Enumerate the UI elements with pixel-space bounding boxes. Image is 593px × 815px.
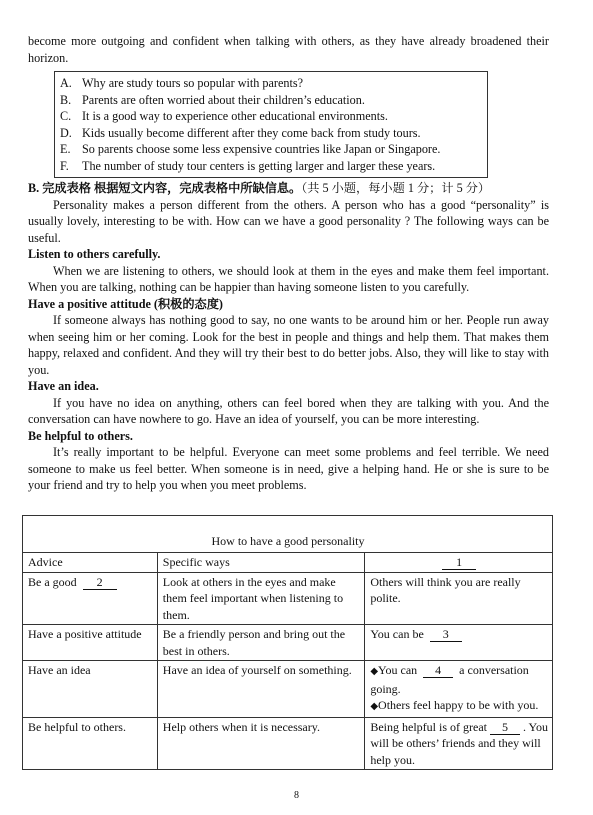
intro-tail-paragraph: become more outgoing and confident when talking with others, as they have already broadened their horizon. bbox=[28, 34, 549, 65]
option-e: E. So parents choose some less expensive countries like Japan or Singapore. bbox=[60, 142, 441, 156]
row3-result-line-1: ◆You can 4 a conversation going. bbox=[370, 663, 529, 696]
option-b: B. Parents are often worried about their children’s education. bbox=[60, 92, 365, 107]
section-heading-attitude: Have a positive attitude (积极的态度) bbox=[28, 296, 223, 311]
blank-3[interactable]: 3 bbox=[430, 627, 462, 642]
section-b-heading: B. 完成表格 根据短文内容，完成表格中所缺信息。（共 5 小题，每小题 1 分；计 5 分） bbox=[28, 181, 491, 195]
table-row bbox=[23, 717, 553, 770]
blank-2[interactable]: 2 bbox=[83, 575, 117, 590]
option-d: D. Kids usually become different after they come back from study tours. bbox=[60, 125, 421, 140]
option-c: C. It is a good way to experience other educational environments. bbox=[60, 109, 388, 123]
row2-ways: Be a friendly person and bring out the best in others. bbox=[157, 625, 365, 661]
options-box bbox=[54, 71, 488, 178]
table-row bbox=[23, 661, 553, 718]
row1-advice: Be a good 2 bbox=[23, 572, 158, 625]
section-heading-helpful: Be helpful to others. bbox=[28, 428, 133, 443]
section-heading-listen: Listen to others carefully. bbox=[28, 247, 161, 261]
row3-advice: Have an idea bbox=[23, 661, 158, 718]
row1-ways: Look at others in the eyes and make them feel important when listening to them. bbox=[157, 572, 365, 625]
document-body bbox=[28, 33, 549, 494]
row4-advice: Be helpful to others. bbox=[23, 717, 158, 770]
option-a: A. Why are study tours so popular with parents? bbox=[60, 76, 304, 90]
row1-result: Others will think you are really polite. bbox=[365, 572, 553, 625]
diamond-bullet-icon: ◆ bbox=[370, 666, 379, 677]
table-title: How to have a good personality bbox=[23, 516, 553, 553]
answer-table bbox=[22, 515, 553, 770]
diamond-bullet-icon: ◆ bbox=[370, 701, 379, 712]
header-blank-1[interactable]: 1 bbox=[365, 553, 553, 573]
row3-result-line-2: ◆Others feel happy to be with you. bbox=[370, 698, 539, 712]
table-header-row bbox=[23, 553, 553, 573]
blank-5[interactable]: 5 bbox=[490, 720, 520, 735]
section-body-attitude: If someone always has nothing good to say, no one wants to be around him or her. People run away when seeing him or her coming. Look for the best in people and things and help them. That makes them happy, relaxed and confident. And they will try their best to do better jobs. Also, they will like to stay with you. bbox=[28, 313, 549, 377]
header-ways: Specific ways bbox=[157, 553, 365, 573]
blank-4[interactable]: 4 bbox=[423, 663, 453, 678]
section-body-listen: When we are listening to others, we should look at them in the eyes and make them feel important. When you are talking, nothing can be happier than having someone listen to you carefully. bbox=[28, 263, 549, 294]
header-advice: Advice bbox=[23, 553, 158, 573]
table-row bbox=[23, 572, 553, 625]
row3-ways: Have an idea of yourself on something. bbox=[157, 661, 365, 718]
page-number: 8 bbox=[294, 790, 299, 801]
row2-result: You can be 3 bbox=[365, 625, 553, 661]
row2-advice: Have a positive attitude bbox=[23, 625, 158, 661]
section-heading-idea: Have an idea. bbox=[28, 379, 99, 393]
table-title-row bbox=[23, 516, 553, 553]
option-f: F. The number of study tour centers is getting larger and larger these years. bbox=[60, 158, 436, 173]
row3-result bbox=[365, 661, 553, 718]
section-body-idea: If you have no idea on anything, others can feel bored when they are talking with you. And the conversation can have nowhere to go. Have an idea of yourself, you can be more interesting. bbox=[28, 395, 549, 426]
passage-intro: Personality makes a person different from the others. A person who has a good “personality” is usually lovely, interesting to be with. How can we have a good personality ? The following ways can be useful. bbox=[28, 197, 549, 245]
section-body-helpful: It’s really important to be helpful. Everyone can meet some problems and feel terrible. We need someone to make us feel better. When someone is in need, give a helping hand. He or she is sure to be your friend and try to help you when you meet problems. bbox=[28, 445, 549, 492]
row4-ways: Help others when it is necessary. bbox=[157, 717, 365, 770]
section-b-note: （共 5 小题，每小题 1 分；计 5 分） bbox=[301, 181, 491, 195]
table-row bbox=[23, 625, 553, 661]
row4-result: Being helpful is of great 5 . You will be others’ friends and they will help you. bbox=[365, 717, 553, 770]
